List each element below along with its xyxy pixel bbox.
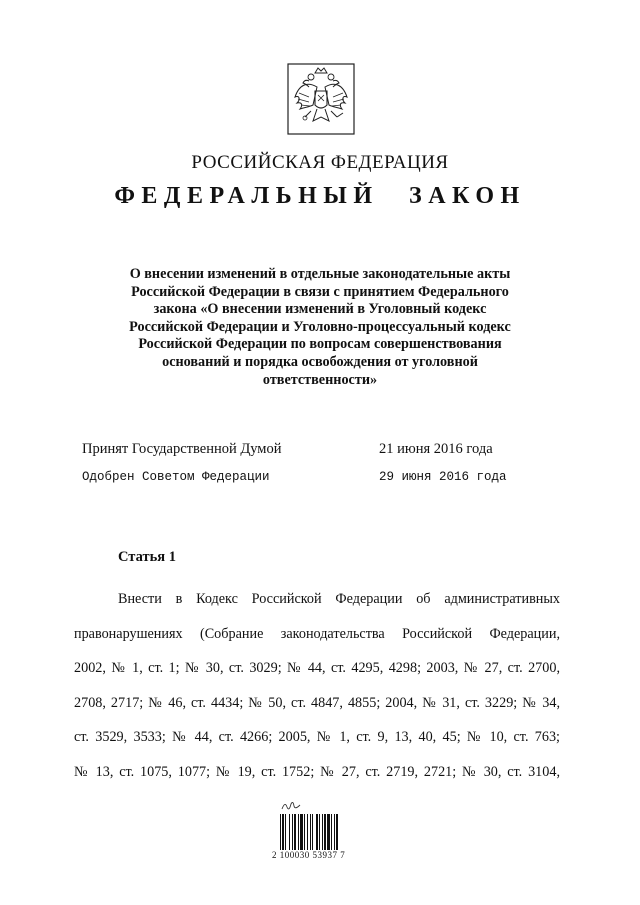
barcode-icon — [280, 814, 360, 850]
coat-of-arms-icon — [287, 63, 355, 135]
title-line: Российской Федерации и Уголовно-процессуальный кодекс — [129, 318, 511, 335]
title-line: ответственности» — [262, 371, 378, 388]
law-title — [90, 266, 550, 389]
title-line: Российской Федерации в связи с принятием Федерального — [131, 283, 509, 300]
title-line: оснований и порядка освобождения от уголовной — [162, 353, 478, 370]
country-name: РОССИЙСКАЯ ФЕДЕРАЦИЯ — [191, 152, 449, 173]
adoption-label: Принят Государственной Думой — [82, 441, 282, 457]
body-line: Внести в Кодекс Российской Федерации об административных — [118, 591, 560, 607]
title-line: О внесении изменений в отдельные законодательные акты — [129, 266, 511, 282]
body-line: 2708, 2717; № 46, ст. 4434; № 50, ст. 4847, 4855; 2004, № 31, ст. 3229; № 34, — [74, 694, 560, 711]
article-body — [74, 582, 560, 790]
body-line: № 13, ст. 1075, 1077; № 19, ст. 1752; № 27, ст. 2719, 2721; № 30, ст. 3104, — [74, 763, 560, 780]
approval-label: Одобрен Советом Федерации — [82, 470, 270, 484]
document-type: ФЕДЕРАЛЬНЫЙ ЗАКОН — [114, 183, 526, 209]
barcode-number: 2 100030 53937 7 — [272, 850, 346, 860]
adoption-date: 21 июня 2016 года — [379, 441, 493, 457]
body-line: 2002, № 1, ст. 1; № 30, ст. 3029; № 44, ст. 4295, 4298; 2003, № 27, ст. 2700, — [74, 660, 560, 677]
approval-date: 29 июня 2016 года — [379, 470, 507, 484]
title-line: Российской Федерации по вопросам совершенствования — [138, 336, 502, 353]
signature-mark — [281, 800, 301, 812]
body-line: ст. 3529, 3533; № 44, ст. 4266; 2005, № 1, ст. 9, 13, 40, 45; № 10, ст. 763; — [74, 729, 560, 746]
article-heading: Статья 1 — [118, 549, 176, 565]
body-line: правонарушениях (Собрание законодательства Российской Федерации, — [74, 625, 560, 642]
title-line: закона «О внесении изменений в Уголовный кодекс — [153, 301, 487, 318]
